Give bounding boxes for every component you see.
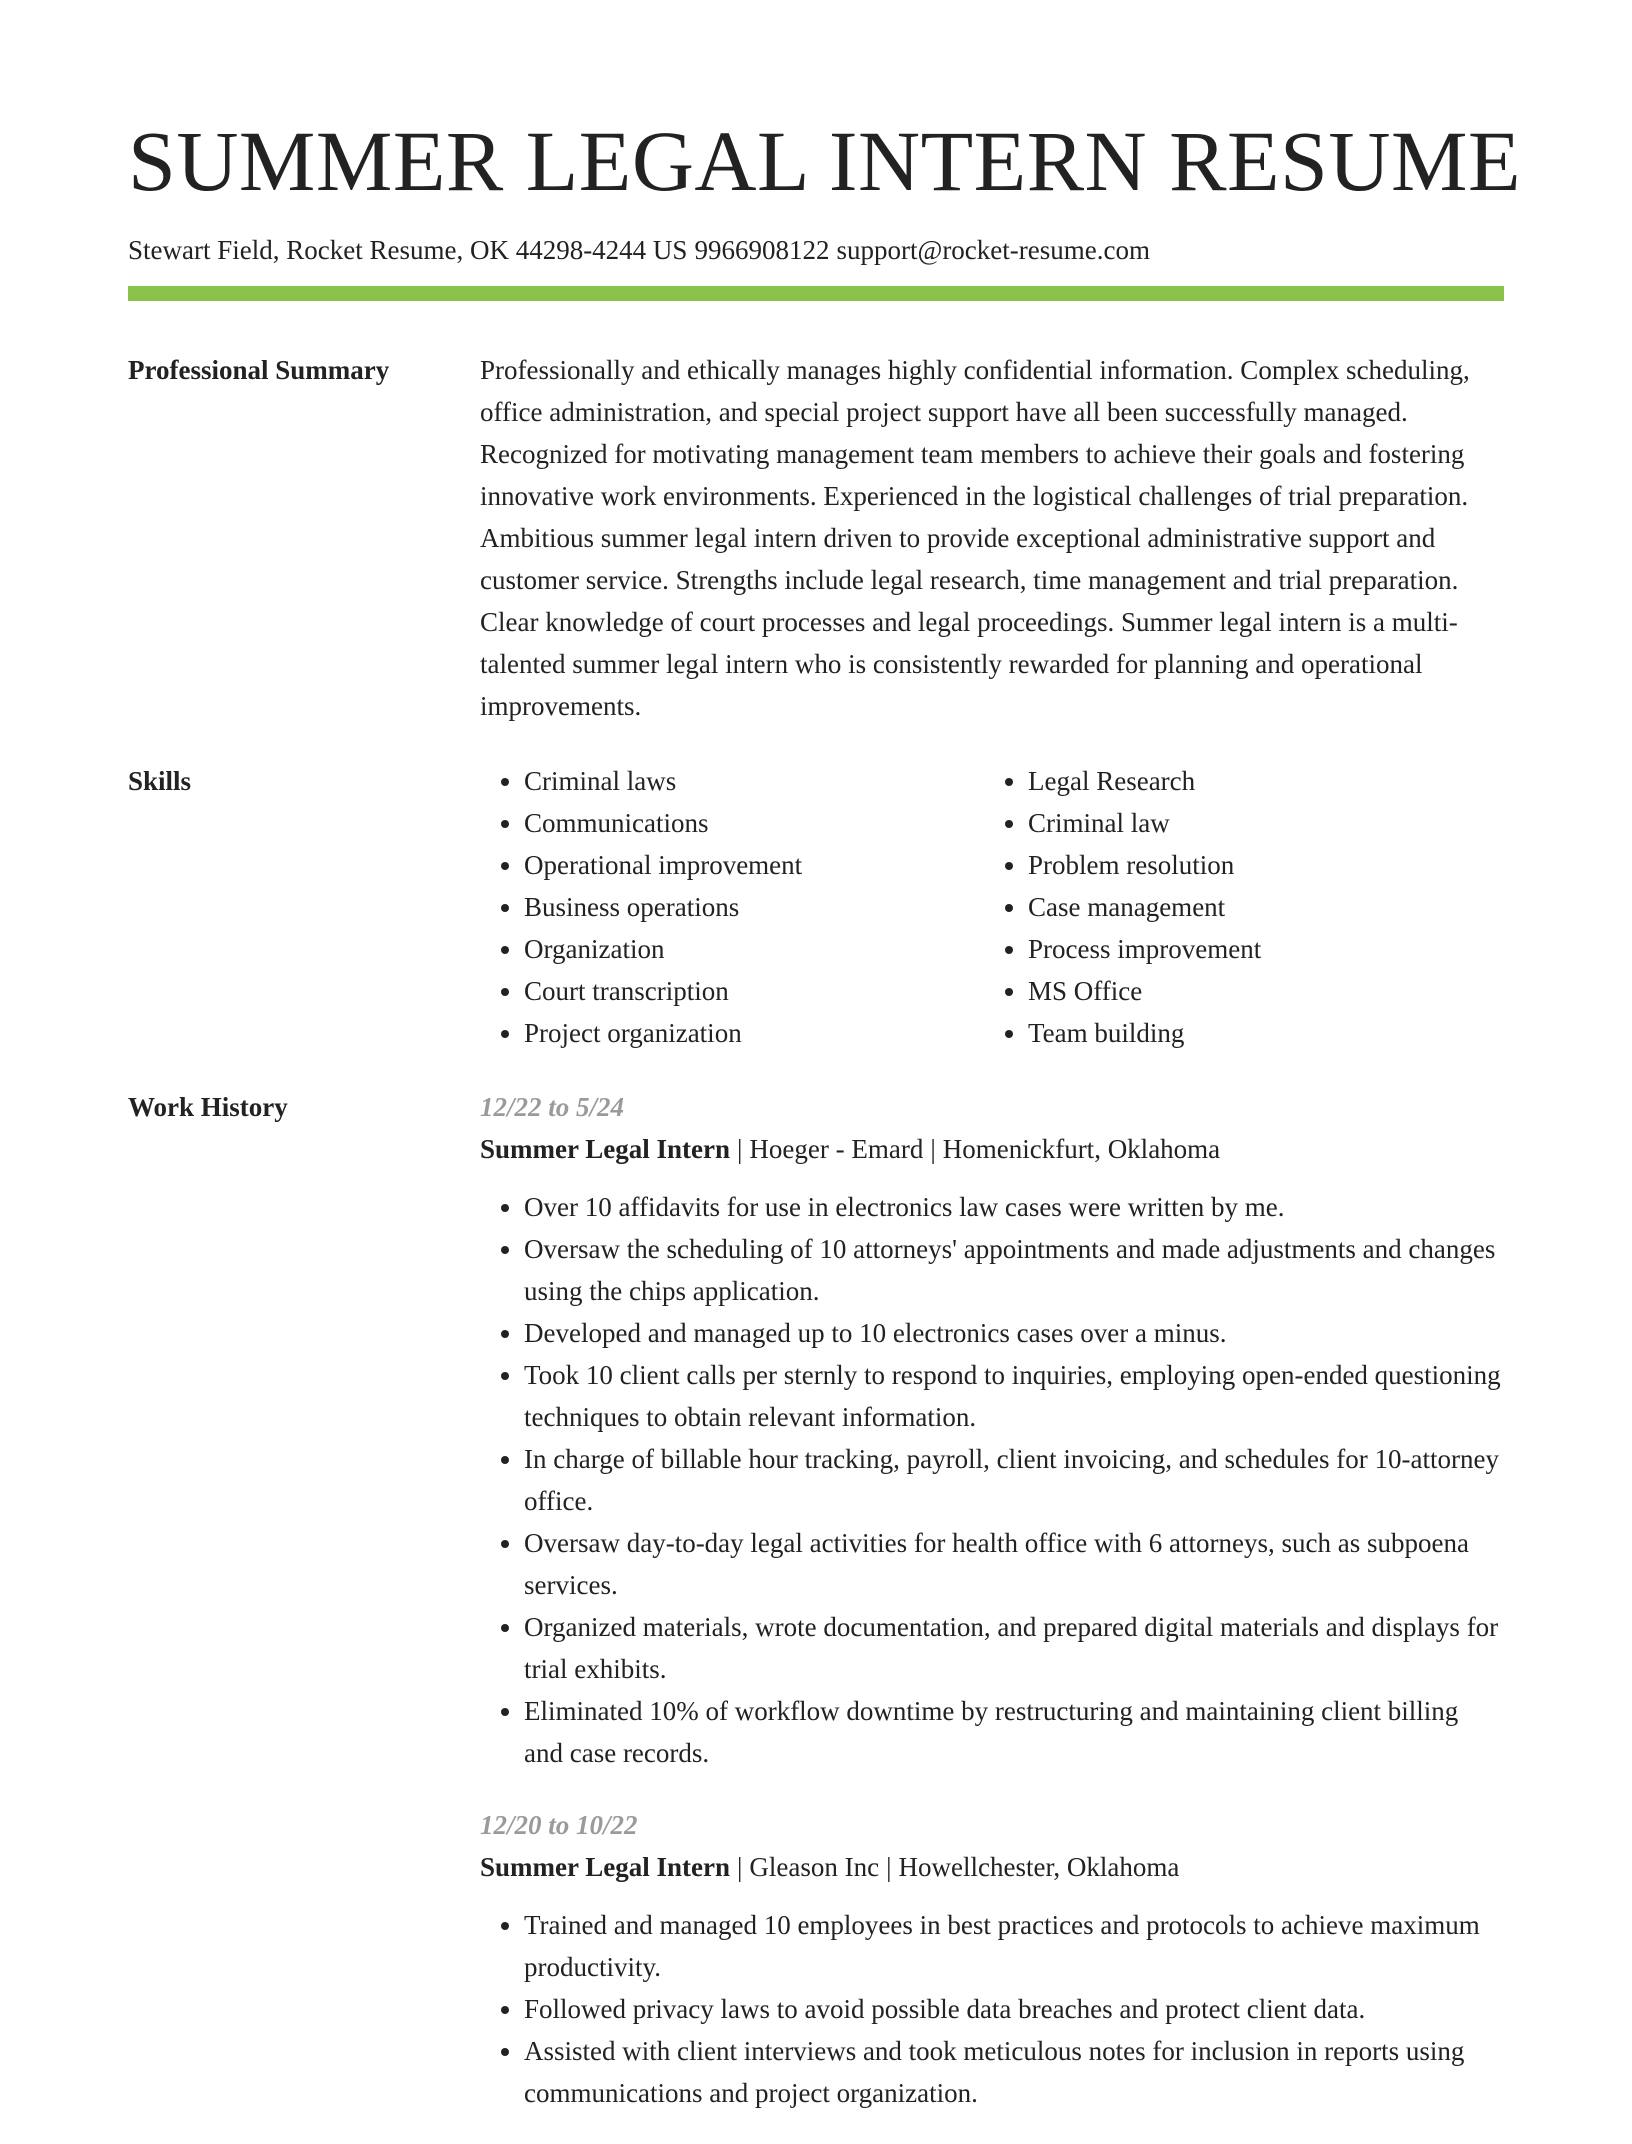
summary-body xyxy=(480,349,1504,727)
skills-columns xyxy=(480,760,1504,1054)
skills-body xyxy=(480,760,1504,1054)
skill-item: • Project organization xyxy=(524,1012,984,1054)
job-title: Summer Legal Intern xyxy=(480,1134,730,1164)
separator: | xyxy=(930,1134,936,1164)
contact-email: support@rocket-resume.com xyxy=(836,235,1150,265)
contact-address: Stewart Field, Rocket Resume, OK 44298-4244 US xyxy=(128,235,688,265)
separator: | xyxy=(737,1134,743,1164)
job-dates: 12/22 to 5/24 xyxy=(480,1092,625,1122)
work-history-heading: Work History xyxy=(128,1092,288,1122)
resume-title: SUMMER LEGAL INTERN RESUME xyxy=(128,113,1521,209)
job-title: Summer Legal Intern xyxy=(480,1852,730,1882)
job-bullet: • Followed privacy laws to avoid possible data breaches and protect client data. xyxy=(524,1988,1504,2030)
job-bullets xyxy=(480,1186,1504,1774)
separator: | xyxy=(886,1852,892,1882)
job-location: Homenickfurt, Oklahoma xyxy=(942,1134,1221,1164)
job-bullet: • In charge of billable hour tracking, payroll, client invoicing, and schedules for 10-attorney office. xyxy=(524,1438,1504,1522)
skill-item: • Team building xyxy=(1028,1012,1488,1054)
skills-heading: Skills xyxy=(128,766,192,796)
job-bullet: • Oversaw day-to-day legal activities for health office with 6 attorneys, such as subpoena services. xyxy=(524,1522,1504,1606)
job-bullet: • Over 10 affidavits for use in electronics law cases were written by me. xyxy=(524,1186,1504,1228)
job-location: Howellchester, Oklahoma xyxy=(898,1852,1180,1882)
work-history-body xyxy=(480,1086,1504,2144)
skill-item: • Case management xyxy=(1028,886,1488,928)
job-bullets xyxy=(480,1904,1504,2114)
job-heading xyxy=(480,1846,1504,1888)
skill-item: • Process improvement xyxy=(1028,928,1488,970)
job-bullet: • Organized materials, wrote documentation, and prepared digital materials and displays for trial exhibits. xyxy=(524,1606,1504,1690)
job-bullet: • Took 10 client calls per sternly to respond to inquiries, employing open-ended questioning techniques to obtain relevant information. xyxy=(524,1354,1504,1438)
contact-line xyxy=(128,232,1150,268)
header-divider xyxy=(128,286,1504,301)
skill-item: • Criminal laws xyxy=(524,760,984,802)
separator: | xyxy=(737,1852,743,1882)
skill-item: • MS Office xyxy=(1028,970,1488,1012)
skill-item: • Operational improvement xyxy=(524,844,984,886)
job-company: Gleason Inc xyxy=(749,1852,880,1882)
job-bullet: • Trained and managed 10 employees in best practices and protocols to achieve maximum productivity. xyxy=(524,1904,1504,1988)
skills-list-left xyxy=(480,760,984,1054)
job-bullet: • Developed and managed up to 10 electronics cases over a minus. xyxy=(524,1312,1504,1354)
job-bullet: • Oversaw the scheduling of 10 attorneys' appointments and made adjustments and changes using the chips application. xyxy=(524,1228,1504,1312)
job-heading xyxy=(480,1128,1504,1170)
skill-item: • Communications xyxy=(524,802,984,844)
skill-item: • Criminal law xyxy=(1028,802,1488,844)
skill-item: • Problem resolution xyxy=(1028,844,1488,886)
job-entry xyxy=(480,1086,1504,1774)
job-entry xyxy=(480,1804,1504,2114)
job-bullet: • Eliminated 10% of workflow downtime by restructuring and maintaining client billing and case records. xyxy=(524,1690,1504,1774)
summary-text: Professionally and ethically manages highly confidential information. Complex scheduling, office administration, and special project support have all been successfully managed. Recognized for motivating management team members to achieve their goals and fostering innovative work environments. Experienced in the logistical challenges of trial preparation. Ambitious summer legal intern driven to provide exceptional administrative support and customer service. Strengths include legal research, time management and trial preparation. Clear knowledge of court processes and legal proceedings. Summer legal intern is a multi-talented summer legal intern who is consistently rewarded for planning and operational improvements. xyxy=(480,355,1470,721)
job-bullet: • Assisted with client interviews and took meticulous notes for inclusion in reports using communications and project organization. xyxy=(524,2030,1504,2114)
job-company: Hoeger - Emard xyxy=(749,1134,924,1164)
skill-item: • Court transcription xyxy=(524,970,984,1012)
summary-heading: Professional Summary xyxy=(128,355,390,385)
skill-item: • Organization xyxy=(524,928,984,970)
skills-list-right xyxy=(984,760,1488,1054)
skill-item: • Legal Research xyxy=(1028,760,1488,802)
contact-phone: 9966908122 xyxy=(694,235,830,265)
skill-item: • Business operations xyxy=(524,886,984,928)
job-dates: 12/20 to 10/22 xyxy=(480,1810,638,1840)
